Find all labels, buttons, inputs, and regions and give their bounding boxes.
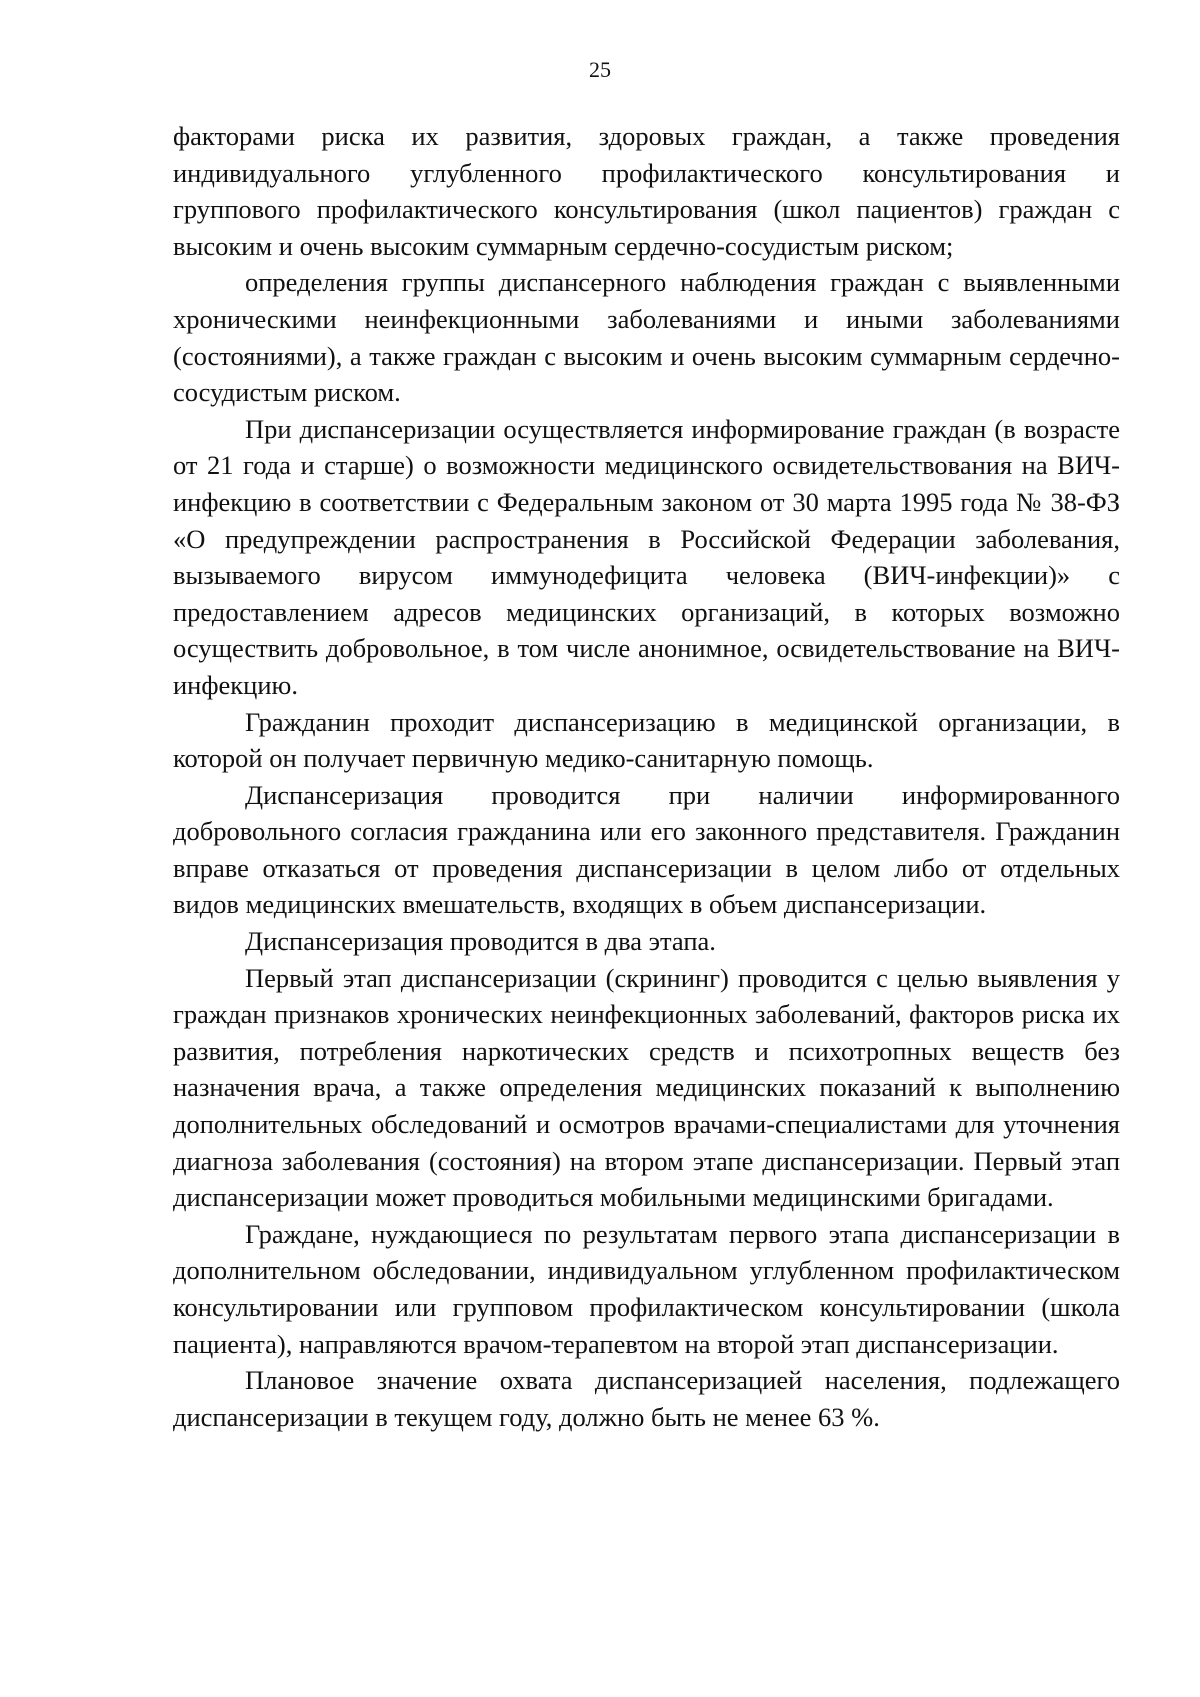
paragraph-observation-group: определения группы диспансерного наблюдения граждан с выявленными хроническими неинфекционными заболеваниями и иными заболеваниями (состояниями), а также граждан с высоким и очень высоким суммарным сердечно-сосудистым риском. <box>173 267 1120 408</box>
paragraph-hiv-informing: При диспансеризации осуществляется информирование граждан (в возрасте от 21 года и старше) о возможности медицинского освидетельствования на ВИЧ-инфекцию в соответствии с Федеральным законом от 30 марта 1995 года № 38-ФЗ «О предупреждении распространения в Российской Федерации заболевания, вызываемого вирусом иммунодефицита человека (ВИЧ-инфекции)» с предоставлением адресов медицинских организаций, в которых возможно осуществить добровольное, в том числе анонимное, освидетельствование на ВИЧ-инфекцию. <box>173 413 1120 700</box>
paragraph-informed-consent: Диспансеризация проводится при наличии информированного добровольного согласия гражданина или его законного представителя. Гражданин вправе отказаться от проведения диспансеризации в целом либо от отдельных видов медицинских вмешательств, входящих в объем диспансеризации. <box>173 779 1120 920</box>
page-number: 25 <box>589 57 611 82</box>
paragraph-first-stage: Первый этап диспансеризации (скрининг) проводится с целью выявления у граждан признаков хронических неинфекционных заболеваний, факторов риска их развития, потребления наркотических средств и психотропных веществ без назначения врача, а также определения медицинских показаний к выполнению дополнительных обследований и осмотров врачами-специалистами для уточнения диагноза заболевания (состояния) на втором этапе диспансеризации. Первый этап диспансеризации может проводиться мобильными медицинскими бригадами. <box>173 962 1120 1213</box>
document-body <box>173 118 1120 1435</box>
paragraph-continuation-risk-factors: факторами риска их развития, здоровых граждан, а также проведения индивидуального углубленного профилактического консультирования и группового профилактического консультирования (школ пациентов) граждан с высоким и очень высоким суммарным сердечно-сосудистым риском; <box>173 121 1120 261</box>
paragraph-second-stage-referral: Граждане, нуждающиеся по результатам первого этапа диспансеризации в дополнительном обследовании, индивидуальном углубленном профилактическом консультировании или групповом профилактическом консультировании (школа пациента), направляются врачом-терапевтом на второй этап диспансеризации. <box>173 1218 1120 1359</box>
paragraph-two-stages: Диспансеризация проводится в два этапа. <box>245 926 716 957</box>
paragraph-place-of-screening: Гражданин проходит диспансеризацию в медицинской организации, в которой он получает первичную медико-санитарную помощь. <box>173 706 1120 774</box>
paragraph-coverage-target: Плановое значение охвата диспансеризацией населения, подлежащего диспансеризации в текущем году, должно быть не менее 63 %. <box>173 1365 1120 1432</box>
